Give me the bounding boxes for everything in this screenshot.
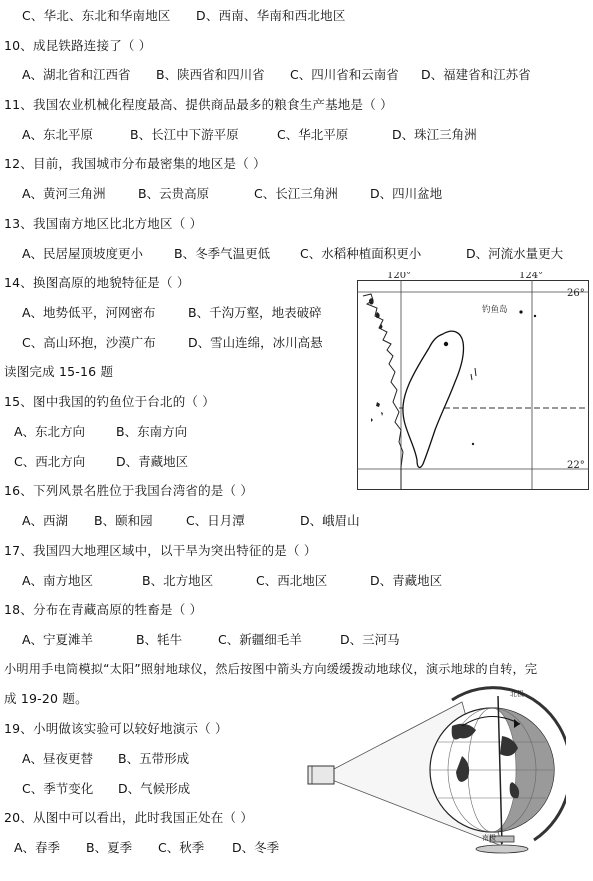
q10-option-d: D、福建省和江苏省: [421, 67, 531, 82]
globe-base: [476, 845, 528, 853]
q10-option-b: B、陕西省和四川省: [156, 67, 265, 82]
taiwan-map-figure: [357, 272, 589, 490]
q17-option-a: A、南方地区: [22, 573, 94, 588]
question-11: 11、我国农业机械化程度最高、提供商品最多的粮食生产基地是（ ）: [4, 97, 393, 112]
q19-option-a: A、昼夜更替: [22, 751, 94, 766]
q20-option-b: B、夏季: [86, 840, 133, 855]
q17-option-d: D、青藏地区: [370, 573, 443, 588]
globe-drawing: [302, 686, 566, 854]
instruction-15-16: 读图完成 15-16 题: [4, 364, 114, 379]
q14-option-d: D、雪山连绵，冰川高悬: [188, 335, 323, 350]
question-10: 10、成昆铁路连接了（ ）: [4, 38, 152, 53]
q15-option-b: B、东南方向: [116, 424, 188, 439]
q18-option-a: A、宁夏滩羊: [22, 632, 94, 647]
q10-option-a: A、湖北省和江西省: [22, 67, 131, 82]
q14-option-c: C、高山环抱，沙漠广布: [22, 335, 156, 350]
q12-option-b: B、云贵高原: [138, 186, 210, 201]
label-lat-22: 22°: [567, 460, 585, 471]
q16-option-a: A、西湖: [22, 513, 69, 528]
q9-option-c: C、华北、东北和华南地区: [22, 8, 171, 23]
instruction-19-20: 小明用手电筒模拟“太阳”照射地球仪，然后按图中箭头方向缓缓拨动地球仪，演示地球的自转，完: [4, 662, 538, 676]
label-lon-120: 120°: [387, 272, 412, 281]
q13-option-b: B、冬季气温更低: [174, 246, 271, 261]
question-17: 17、我国四大地理区域中，以干旱为突出特征的是（ ）: [4, 543, 317, 558]
q12-option-d: D、四川盆地: [370, 186, 443, 201]
q17-option-c: C、西北地区: [256, 573, 328, 588]
q19-option-b: B、五带形成: [118, 751, 190, 766]
q16-option-b: B、颐和园: [94, 513, 153, 528]
q15-option-c: C、西北方向: [14, 454, 86, 469]
q14-option-b: B、千沟万壑，地表破碎: [188, 305, 322, 320]
q15-option-d: D、青藏地区: [116, 454, 189, 469]
question-12: 12、目前，我国城市分布最密集的地区是（ ）: [4, 156, 266, 171]
q14-option-a: A、地势低平，河网密布: [22, 305, 156, 320]
q9-option-d: D、西南、华南和西北地区: [196, 8, 346, 23]
label-diaoyu: 钓鱼岛: [482, 305, 508, 315]
label-lat-26: 26°: [567, 288, 585, 299]
q11-option-c: C、华北平原: [277, 127, 349, 142]
q10-option-c: C、四川省和云南省: [290, 67, 399, 82]
q16-option-c: C、日月潭: [186, 513, 245, 528]
q12-option-c: C、长江三角洲: [254, 186, 338, 201]
islet: [534, 315, 536, 317]
q18-option-b: B、牦牛: [136, 632, 183, 647]
label-north-pole: 北极: [510, 690, 524, 698]
q12-option-a: A、黄河三角洲: [22, 186, 106, 201]
q11-option-d: D、珠江三角洲: [392, 127, 477, 142]
taipei-dot: [444, 342, 448, 346]
globe-figure: [302, 686, 566, 854]
question-19: 19、小明做该实验可以较好地演示（ ）: [4, 721, 228, 736]
q13-option-a: A、民居屋顶坡度更小: [22, 246, 144, 261]
question-14: 14、换图高原的地貌特征是（ ）: [4, 275, 190, 290]
q16-option-d: D、峨眉山: [300, 513, 360, 528]
question-20: 20、从图中可以看出，此时我国正处在（ ）: [4, 810, 254, 825]
question-16: 16、下列风景名胜位于我国台湾省的是（ ）: [4, 483, 254, 498]
instruction-19-20-cont: 成 19-20 题。: [4, 691, 88, 706]
q19-option-c: C、季节变化: [22, 781, 94, 796]
q11-option-a: A、东北平原: [22, 127, 94, 142]
label-lon-124: 124°: [519, 272, 544, 281]
q11-option-b: B、长江中下游平原: [130, 127, 239, 142]
q13-option-c: C、水稻种植面积更小: [300, 246, 422, 261]
question-18: 18、分布在青藏高原的牲畜是（ ）: [4, 602, 203, 617]
q18-option-d: D、三河马: [340, 632, 400, 647]
taiwan-map-drawing: [357, 272, 589, 490]
q20-option-c: C、秋季: [158, 840, 205, 855]
question-13: 13、我国南方地区比北方地区（ ）: [4, 216, 203, 231]
q15-option-a: A、东北方向: [14, 424, 86, 439]
q13-option-d: D、河流水量更大: [466, 246, 564, 261]
q18-option-c: C、新疆细毛羊: [218, 632, 302, 647]
diaoyu-island: [519, 310, 522, 313]
q19-option-d: D、气候形成: [118, 781, 191, 796]
label-south-pole: 南极: [482, 834, 496, 842]
q20-option-a: A、春季: [14, 840, 61, 855]
islet: [472, 443, 474, 445]
q20-option-d: D、冬季: [232, 840, 280, 855]
q17-option-b: B、北方地区: [142, 573, 214, 588]
question-15: 15、图中我国的钓鱼位于台北的（ ）: [4, 394, 215, 409]
